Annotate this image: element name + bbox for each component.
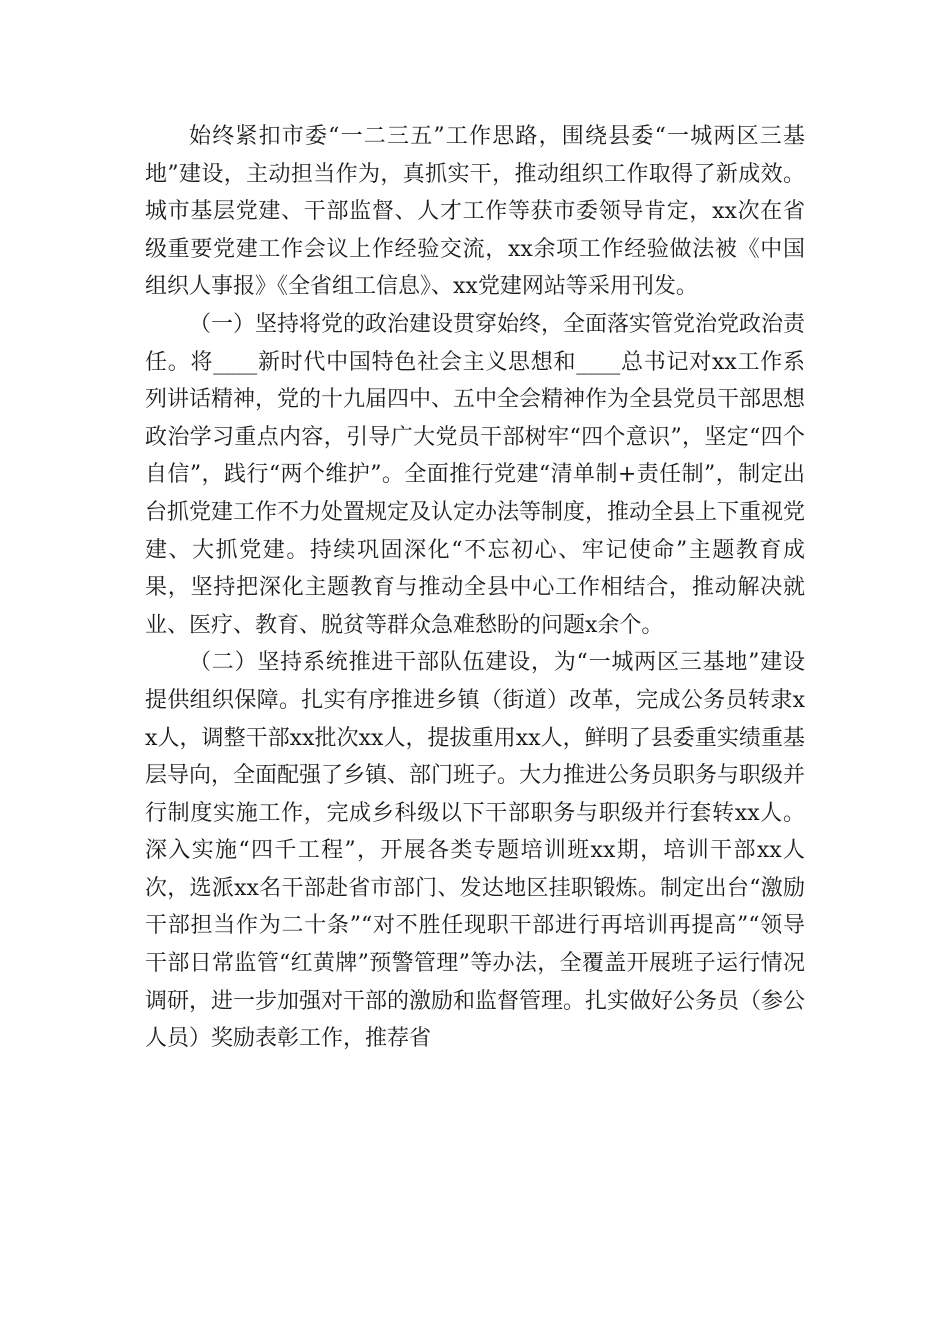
document-body [145,118,805,1058]
paragraph-section-1: （一）坚持将党的政治建设贯穿始终，全面落实管党治党政治责任。将____新时代中国特色社会主义思想和____总书记对xx工作系列讲话精神，党的十九届四中、五中全会精神作为全县党员干部思想政治学习重点内容，引导广大党员干部树牢“四个意识”，坚定“四个自信”，践行“两个维护”。全面推行党建“清单制+责任制”，制定出台抓党建工作不力处置规定及认定办法等制度，推动全县上下重视党建、大抓党建。持续巩固深化“不忘初心、牢记使命”主题教育成果，坚持把深化主题教育与推动全县中心工作相结合，推动解决就业、医疗、教育、脱贫等群众急难愁盼的问题x余个。 [145,311,806,638]
paragraph-intro: 始终紧扣市委“一二三五”工作思路，围绕县委“一城两区三基地”建设，主动担当作为，真抓实干，推动组织工作取得了新成效。城市基层党建、干部监督、人才工作等获市委领导肯定，xx次在省级重要党建工作会议上作经验交流，xx余项工作经验做法被《中国组织人事报》《全省组工信息》、xx党建网站等采用刊发。 [145,124,805,300]
paragraph-section-2: （二）坚持系统推进干部队伍建设，为“一城两区三基地”建设提供组织保障。扎实有序推进乡镇（街道）改革，完成公务员转隶xx人，调整干部xx批次xx人，提拔重用xx人，鲜明了县委重实绩重基层导向，全面配强了乡镇、部门班子。大力推进公务员职务与职级并行制度实施工作，完成乡科级以下干部职务与职级并行套转xx人。深入实施“四千工程”，开展各类专题培训班xx期，培训干部xx人次，选派xx名干部赴省市部门、发达地区挂职锻炼。制定出台“激励干部担当作为二十条”“对不胜任现职干部进行再培训再提高”“领导干部日常监管“红黄牌”预警管理”等办法，全覆盖开展班子运行情况调研，进一步加强对干部的激励和监督管理。扎实做好公务员（参公人员）奖励表彰工作，推荐省 [145,650,806,1052]
